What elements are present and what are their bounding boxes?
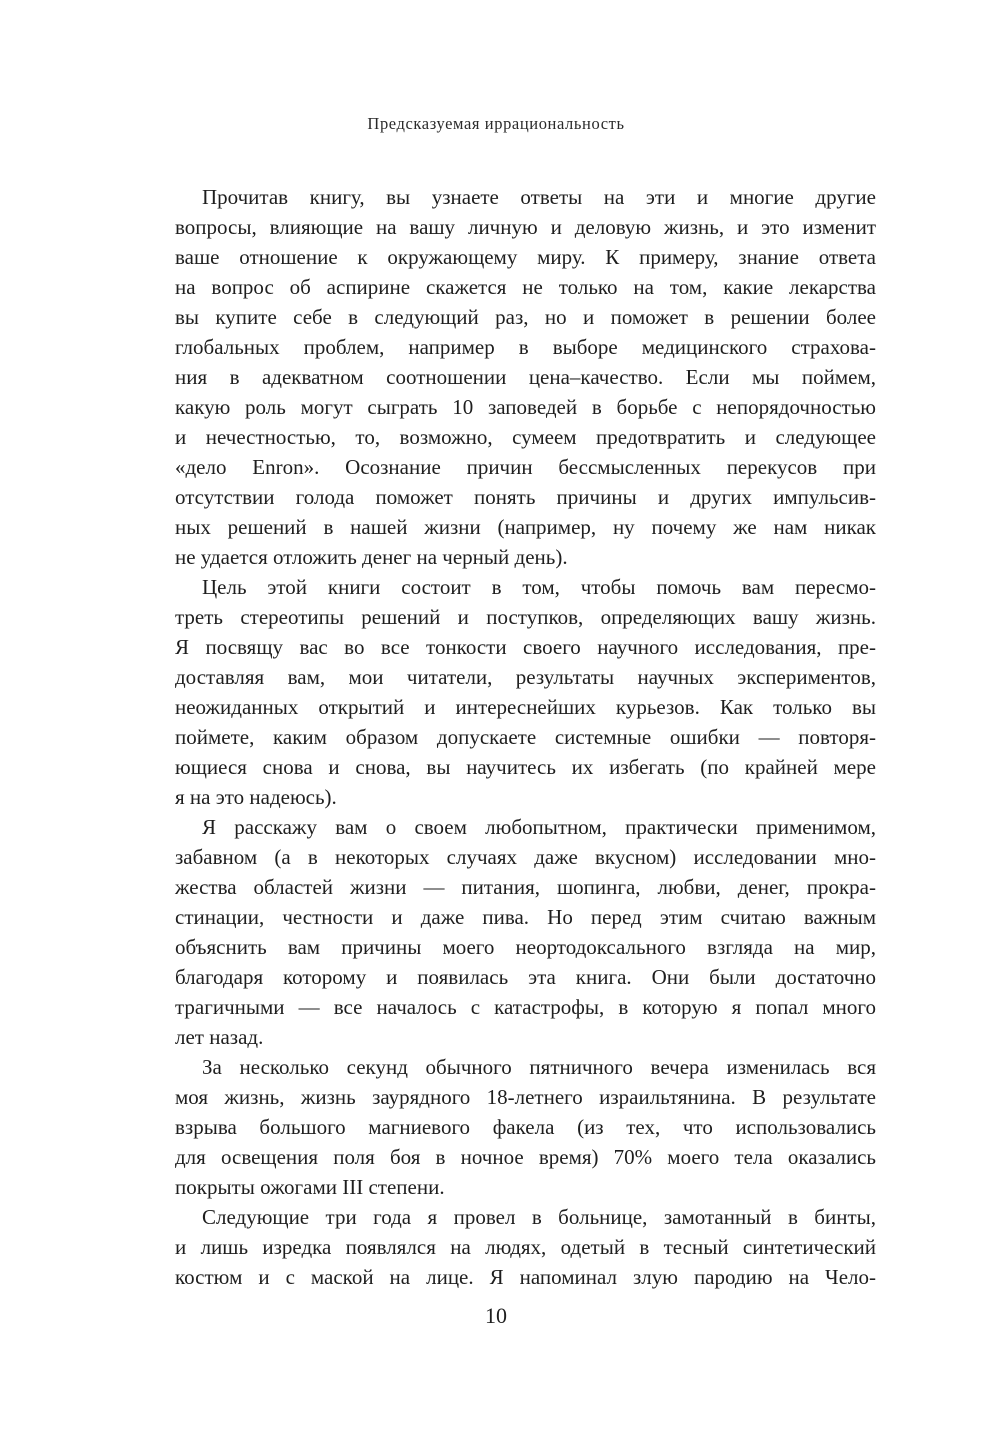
text-line: ных решений в нашей жизни (например, ну почему же нам никак: [175, 515, 876, 539]
text-line: жества областей жизни — питания, шопинга, любви, денег, прокра-: [175, 875, 876, 899]
text-line: вопросы, влияющие на вашу личную и деловую жизнь, и это изменит: [175, 215, 876, 239]
text-line: Прочитав книгу, вы узнаете ответы на эти и многие другие: [202, 185, 876, 209]
text-line: какую роль могут сыграть 10 заповедей в борьбе с непорядочностью: [175, 395, 876, 419]
text-line: Я посвящу вас во все тонкости своего научного исследования, пре-: [175, 635, 876, 659]
text-line: неожиданных открытий и интереснейших курьезов. Как только вы: [175, 695, 876, 719]
text-line: Я расскажу вам о своем любопытном, практически применимом,: [202, 815, 876, 839]
paragraph: [175, 812, 876, 1052]
text-line: моя жизнь, жизнь заурядного 18-летнего израильтянина. В результате: [175, 1085, 876, 1109]
text-line: Цель этой книги состоит в том, чтобы помочь вам пересмо-: [202, 575, 876, 599]
text-line: на вопрос об аспирине скажется не только на том, какие лекарства: [175, 275, 876, 299]
text-line: взрыва большого магниевого факела (из тех, что использовались: [175, 1115, 876, 1139]
text-line: забавном (а в некоторых случаях даже вкусном) исследовании мно-: [175, 845, 876, 869]
text-line: благодаря которому и появилась эта книга. Они были достаточно: [175, 965, 876, 989]
text-line: объяснить вам причины моего неортодоксального взгляда на мир,: [175, 935, 876, 959]
text-line: ния в адекватном соотношении цена–качество. Если мы поймем,: [175, 365, 876, 389]
body-text: [175, 182, 876, 1292]
text-line: стинации, честности и даже пива. Но перед этим считаю важным: [175, 905, 876, 929]
text-line: отсутствии голода поможет понять причины и других импульсив-: [175, 485, 876, 509]
text-line: для освещения поля боя в ночное время) 70% моего тела оказались: [175, 1145, 876, 1169]
text-line: и нечестностью, то, возможно, сумеем предотвратить и следующее: [175, 425, 876, 449]
paragraph: [175, 182, 876, 572]
text-line: глобальных проблем, например в выборе медицинского страхова-: [175, 335, 876, 359]
running-head: Предсказуемая иррациональность: [367, 114, 625, 133]
text-line: «дело Enron». Осознание причин бессмысленных перекусов при: [175, 455, 876, 479]
text-line: покрыты ожогами III степени.: [175, 1175, 445, 1199]
text-line: я на это надеюсь).: [175, 785, 337, 809]
text-line: За несколько секунд обычного пятничного вечера изменилась вся: [202, 1055, 876, 1079]
paragraph: [175, 1202, 876, 1292]
text-line: лет назад.: [175, 1025, 264, 1049]
text-line: Следующие три года я провел в больнице, замотанный в бинты,: [202, 1205, 876, 1229]
text-line: поймете, каким образом допускаете системные ошибки — повторя-: [175, 725, 876, 749]
text-line: треть стереотипы решений и поступков, определяющих вашу жизнь.: [175, 605, 876, 629]
text-line: не удается отложить денег на черный день).: [175, 545, 568, 569]
text-line: костюм и с маской на лице. Я напоминал злую пародию на Чело-: [175, 1265, 876, 1289]
text-line: вы купите себе в следующий раз, но и поможет в решении более: [175, 305, 876, 329]
text-line: ваше отношение к окружающему миру. К примеру, знание ответа: [175, 245, 876, 269]
paragraph: [175, 572, 876, 812]
paragraph: [175, 1052, 876, 1202]
text-line: трагичными — все началось с катастрофы, в которую я попал много: [175, 995, 876, 1019]
text-line: ющиеся снова и снова, вы научитесь их избегать (по крайней мере: [175, 755, 876, 779]
text-line: доставляя вам, мои читатели, результаты научных экспериментов,: [175, 665, 876, 689]
page-number: 10: [485, 1303, 507, 1328]
text-line: и лишь изредка появлялся на людях, одетый в тесный синтетический: [175, 1235, 876, 1259]
